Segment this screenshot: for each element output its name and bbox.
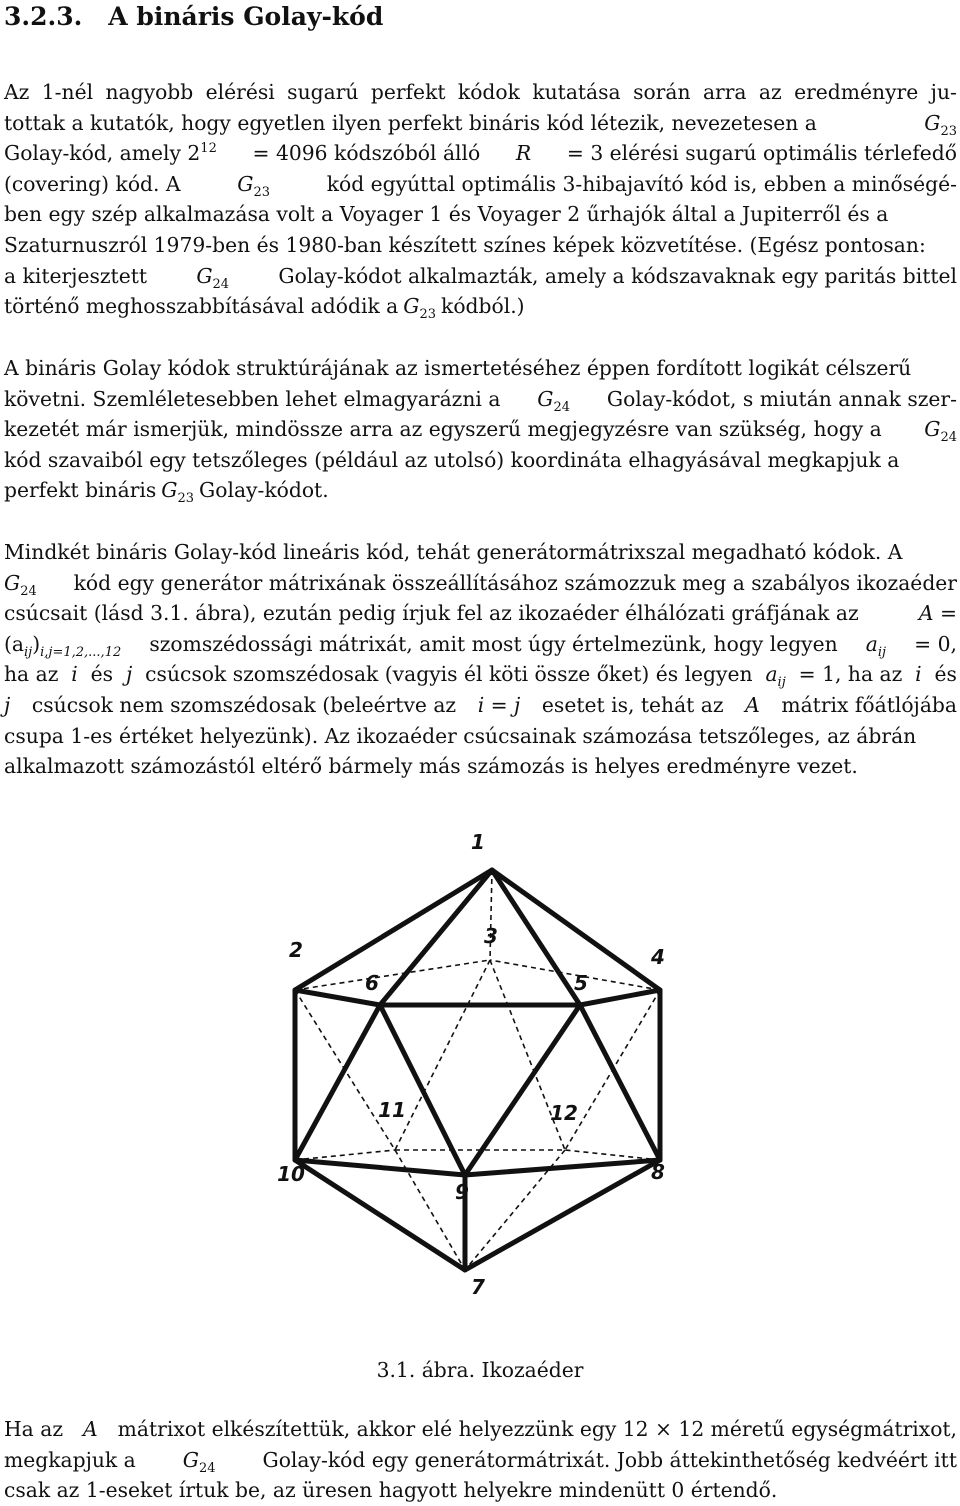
math-g24: $G_{24}$ bbox=[924, 417, 957, 446]
section-number: 3.2.3. bbox=[4, 2, 83, 31]
text-line: ben egy szép alkalmazása volt a Voyager 1 és Voyager 2 űrhajók által a Jupiterről és a bbox=[4, 202, 889, 227]
visible-edge bbox=[295, 1005, 380, 1160]
text-line: Golay-kód, amely $2^{12}$ = 4096 kódszóból álló R = 3 elérési sugarú optimális térlefedő bbox=[4, 138, 957, 169]
icosahedron-diagram bbox=[270, 820, 690, 1320]
math-g24: $G_{24}$ bbox=[196, 263, 230, 292]
text-line: alkalmazott számozástól eltérő bármely más számozás is helyes eredményre vezet. bbox=[4, 754, 858, 779]
vertex-label-7: 7 bbox=[471, 1275, 485, 1299]
paragraph-intro bbox=[4, 77, 957, 322]
paragraph-matrix bbox=[4, 1414, 957, 1506]
vertex-label-10: 10 bbox=[277, 1162, 305, 1186]
vertex-label-12: 12 bbox=[550, 1101, 578, 1125]
vertex-label-11: 11 bbox=[378, 1098, 406, 1122]
visible-edge bbox=[580, 990, 660, 1005]
vertex-label-9: 9 bbox=[455, 1180, 469, 1204]
text-line: tottak a kutatók, hogy egyetlen ilyen perfekt bináris kód létezik, nevezetesen a $G_{23}$ bbox=[4, 108, 957, 139]
paragraph-structure bbox=[4, 353, 957, 506]
text-line: (covering) kód. A $G_{23}$ kód egyúttal optimális 3-hibajavító kód is, ebben a minőségé- bbox=[4, 169, 957, 200]
paragraph-generator bbox=[4, 537, 957, 782]
hidden-edges bbox=[295, 870, 660, 1270]
vertex-label-1: 1 bbox=[471, 830, 485, 854]
section-heading bbox=[4, 0, 383, 34]
visible-edge bbox=[580, 1005, 660, 1160]
math-g24: $G_{24}$ bbox=[4, 570, 37, 599]
text-line: A bináris Golay kódok struktúrájának az ismertetéséhez éppen fordított logikát célszerű bbox=[4, 356, 912, 380]
visible-edge bbox=[465, 1160, 660, 1175]
math-g23: $G_{23}$ bbox=[924, 110, 957, 139]
visible-edges bbox=[295, 870, 660, 1270]
vertex-label-3: 3 bbox=[484, 924, 498, 948]
math-g23: $G_{23}$ bbox=[237, 171, 271, 200]
text-line: csúcsait (lásd 3.1. ábra), ezután pedig írjuk fel az ikozaéder élhálózati gráfjának az A = bbox=[4, 601, 957, 626]
text-line: Mindkét bináris Golay-kód lineáris kód, tehát generátormátrixszal megadható kódok. A bbox=[4, 540, 903, 564]
text-line: csupa 1-es értéket helyezünk). Az ikozaéder csúcsainak számozása tetszőleges, az ábrán bbox=[4, 723, 917, 748]
text-line: kezetét már ismerjük, mindössze arra az egyszerű megjegyzésre van szükség, hogy a $G_{24}$ bbox=[4, 414, 957, 445]
top-face-edges bbox=[380, 870, 580, 1005]
outline-edge bbox=[295, 870, 660, 1270]
text-line: csak az 1-eseket írtuk be, az üresen hagyott helyekre mindenütt 0 értendő. bbox=[4, 1478, 778, 1503]
section-title: A bináris Golay-kód bbox=[108, 2, 384, 31]
math-g23: $G_{23}$ bbox=[161, 478, 195, 507]
text-line: j csúcsok nem szomszédosak (beleértve az i = j esetet is, tehát az A mátrix főátlójába bbox=[4, 692, 957, 717]
math-g24: $G_{24}$ bbox=[182, 1447, 216, 1476]
visible-edge bbox=[295, 1160, 465, 1175]
hidden-edge bbox=[395, 960, 490, 1150]
vertex-label-8: 8 bbox=[651, 1160, 665, 1184]
text-line: Az 1-nél nagyobb elérési sugarú perfekt kódok kutatása során arra az eredményre ju- bbox=[4, 80, 957, 104]
text-line: a kiterjesztett $G_{24}$ Golay-kódot alkalmazták, amely a kódszavaknak egy paritás bittel bbox=[4, 261, 957, 292]
text-line: Szaturnuszról 1979-ben és 1980-ban készített színes képek közvetítése. (Egész pontosan: bbox=[4, 232, 926, 257]
math-r: R bbox=[515, 141, 532, 166]
math-g23: $G_{23}$ bbox=[403, 294, 437, 323]
vertex-label-2: 2 bbox=[289, 938, 303, 962]
figure-caption: 3.1. ábra. Ikozaéder bbox=[376, 1358, 584, 1382]
text-line: $G_{24}$ kód egy generátor mátrixának összeállításához számozzuk meg a szabályos ikozaéder bbox=[4, 568, 957, 599]
text-line: perfekt bináris $G_{23}$ Golay-kódot. bbox=[4, 475, 957, 506]
text-line: kód szavaiból egy tetszőleges (például az utolsó) koordináta elhagyásával megkapjuk a bbox=[4, 447, 900, 472]
vertex-label-6: 6 bbox=[365, 971, 379, 995]
vertex-label-4: 4 bbox=[651, 945, 665, 969]
text-line: megkapjuk a $G_{24}$ Golay-kód egy generátormátrixát. Jobb áttekinthetőség kedvéért itt bbox=[4, 1445, 957, 1476]
text-line: ha az i és j csúcsok szomszédosak (vagyis él köti össze őket) és legyen $a_{ij}$ = 1, ha az i és bbox=[4, 662, 957, 691]
hidden-edge bbox=[565, 1150, 660, 1160]
text-line: történő meghosszabbításával adódik a $G_{23}$ kódból.) bbox=[4, 291, 957, 322]
vertex-label-5: 5 bbox=[574, 971, 588, 995]
text-line: követni. Szemléletesebben lehet elmagyarázni a $G_{24}$ Golay-kódot, s miután annak szer- bbox=[4, 384, 957, 415]
text-line: Ha az A mátrixot elkészítettük, akkor elé helyezzünk egy 12 × 12 méretű egységmátrixot, bbox=[4, 1417, 957, 1441]
text-line: $(a_{ij})_{i,j=1,2,...,12}$ szomszédossági mátrixát, amit most úgy értelmezünk, hogy legyen $a_{ij}$ = 0, bbox=[4, 631, 957, 660]
icosahedron-figure bbox=[270, 820, 690, 1320]
math-g24: $G_{24}$ bbox=[537, 386, 571, 415]
hidden-edge bbox=[295, 1150, 395, 1160]
